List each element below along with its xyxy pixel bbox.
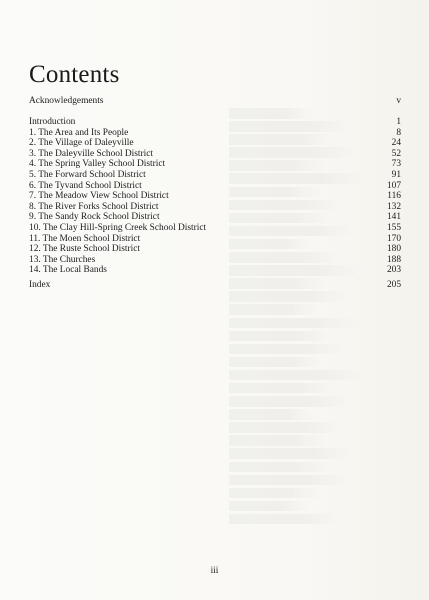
toc-entry-label[interactable]: 14. The Local Bands: [29, 265, 107, 276]
acknowledgements-entry[interactable]: [29, 96, 401, 107]
toc-row-chapter-14[interactable]: [29, 265, 401, 276]
toc-row[interactable]: [29, 280, 401, 291]
toc-entry-label[interactable]: 1. The Area and Its People: [29, 127, 129, 138]
toc-page-number: 24: [391, 138, 401, 149]
toc-entry-label[interactable]: 2. The Village of Daleyville: [29, 138, 134, 149]
toc-entry-label[interactable]: 4. The Spring Valley School District: [29, 159, 166, 170]
toc-entry-label[interactable]: 6. The Tyvand School District: [29, 180, 142, 191]
toc-row-chapter-10[interactable]: [29, 223, 401, 234]
toc-entry-label[interactable]: 7. The Meadow View School District: [29, 191, 169, 202]
toc-entry-label[interactable]: 8. The River Forks School District: [29, 201, 159, 212]
toc-entry-label[interactable]: 13. The Churches: [29, 254, 96, 265]
toc-page-number: v: [396, 96, 401, 106]
toc-entry-label[interactable]: Introduction: [29, 117, 76, 127]
toc-page-number: 205: [386, 280, 401, 290]
toc-page-number: 91: [391, 169, 401, 180]
toc-entry-label[interactable]: 3. The Daleyville School District: [29, 148, 154, 159]
toc-row-chapter-3[interactable]: [29, 149, 401, 160]
toc-row-chapter-6[interactable]: [29, 181, 401, 192]
toc-page-number: 155: [386, 222, 401, 233]
toc-entry-label[interactable]: 12. The Ruste School District: [29, 244, 141, 255]
toc-entry-label[interactable]: Index: [29, 280, 51, 290]
toc-entry-label[interactable]: Acknowledgements: [29, 96, 104, 106]
toc-page-number: 180: [386, 244, 401, 255]
toc-page-number: 188: [386, 254, 401, 265]
toc-row-chapter-7[interactable]: [29, 191, 401, 202]
toc-row-chapter-11[interactable]: [29, 234, 401, 245]
toc-row-introduction[interactable]: [29, 117, 401, 128]
toc-entry-label[interactable]: 10. The Clay Hill-Spring Creek School District: [29, 222, 207, 233]
toc-row-chapter-2[interactable]: [29, 138, 401, 149]
index-entry[interactable]: [29, 280, 401, 291]
toc-page-number: 107: [386, 180, 401, 191]
toc-row-chapter-8[interactable]: [29, 202, 401, 213]
toc-row[interactable]: [29, 96, 401, 107]
toc-row-chapter-5[interactable]: [29, 170, 401, 181]
toc-row-chapter-4[interactable]: [29, 159, 401, 170]
page-folio: iii: [210, 566, 219, 576]
toc-list: [29, 117, 401, 276]
toc-page-number: 116: [387, 191, 401, 202]
toc-page-number: 141: [386, 212, 401, 223]
toc-row-chapter-12[interactable]: [29, 244, 401, 255]
contents-title: Contents: [29, 61, 120, 88]
toc-entry-label[interactable]: 9. The Sandy Rock School District: [29, 212, 160, 223]
toc-entry-label[interactable]: 11. The Moen School District: [29, 233, 141, 244]
toc-row-chapter-13[interactable]: [29, 255, 401, 266]
toc-row-chapter-1[interactable]: [29, 128, 401, 139]
toc-page-number: 203: [386, 265, 401, 276]
toc-page-number: 132: [386, 201, 401, 212]
toc-page-number: 1: [396, 117, 401, 127]
toc-page-number: 8: [396, 127, 401, 138]
toc-page-number: 170: [386, 233, 401, 244]
toc-page-number: 73: [391, 159, 401, 170]
toc-row-chapter-9[interactable]: [29, 212, 401, 223]
toc-entry-label[interactable]: 5. The Forward School District: [29, 169, 146, 180]
toc-page-number: 52: [391, 148, 401, 159]
